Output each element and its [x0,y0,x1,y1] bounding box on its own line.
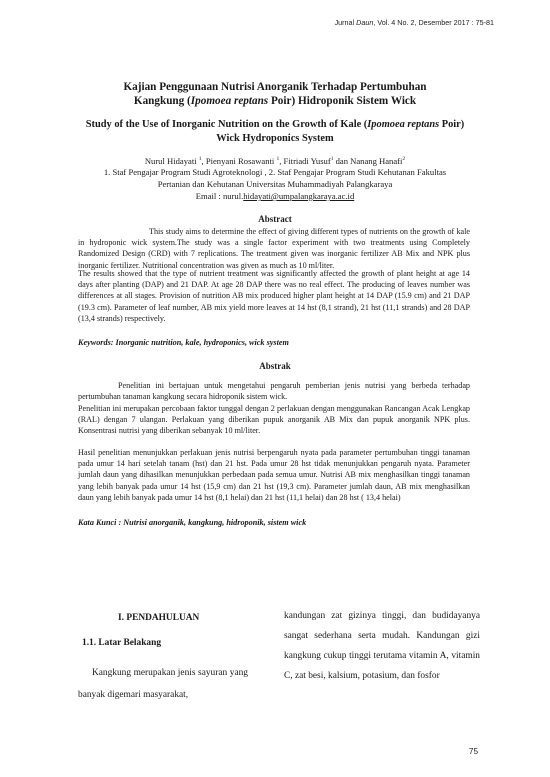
affiliation-line1: 1. Staf Pengajar Program Studi Agroteknologi , 2. Staf Pengajar Program Studi Kehutanan Fakultas [103,167,447,177]
page-number: 75 [468,747,478,756]
author-3: , Fitriadi Yusuf [279,155,331,166]
title-id-part-c: Poir) Hidroponik Sistem Wick [268,95,417,107]
title-en-species: Ipomoea reptans [367,119,440,130]
body-column-right: kandungan zat gizinya tinggi, dan budidayanya sangat sederhana serta mudah. Kandungan gizi kangkung cukup tinggi terutama vitamin A, vitamin C, zat besi, kalsium, potasium, dan fosfor [284,611,480,681]
abstrak-paragraph-3: Hasil penelitian menunjukkan perlakuan jenis nutrisi berpengaruh nyata pada parameter pertumbuhan tinggi tanaman pada umur 14 hari setelah tanam (hst) dan 21 hst. Pada umur 28 hst tidak menunjukkan pengaruh nyata. Parameter jumlah daun yang dihasilkan menunjukkan perbedaan pada semua umur. Nutrisi AB mix menghasilkan tinggi tanaman yang lebih banyak pada umur 14 hst (15,9 cm) dan 21 hst (19,3 cm). Parameter jumlah daun, AB mix menghasilkan daun yang lebih banyak pada umur 14 hst (8,1 helai) dan 21 hst (11,1 helai) dan 28 hst ( 13,4 helai) [78,448,470,502]
paper-title-english [0,118,550,146]
email-link[interactable]: hidayati@umpalangkaraya.ac.id [243,191,355,201]
abstract-heading: Abstract [258,214,292,224]
keywords: Keywords: Inorganic nutrition, kale, hydroponics, wick system [78,338,289,347]
body-column-left [78,662,248,706]
left-column-text: Kangkung merupakan jenis sayuran yang banyak digemari masyarakat, [78,668,248,700]
author-1: Nurul Hidayati [144,155,199,166]
journal-header [335,18,494,27]
title-id-species: Ipomoea reptans [190,95,269,107]
subsection-heading: 1.1. Latar Belakang [82,638,162,648]
title-en-line1 [0,118,550,132]
journal-prefix: Jurnal [334,18,357,27]
journal-name: Daun [356,18,374,27]
author-4: dan Nanang Hanafi [333,155,403,166]
title-en-part-c: Poir) [439,119,465,130]
abstrak-paragraph-2: Penelitian ini merupakan percobaan faktor tunggal dengan 2 perlakuan dengan menggunakan Rancangan Acak Lengkap (RAL) dengan 7 ulangan. Perlakuan yang diberikan pupuk anorganik AB Mix dan pupuk anorganik NPK plus. Konsentrasi nutrisi yang diberikan sebanyak 10 ml/liter. [78,404,470,436]
email-label: Email : nurul. [195,191,244,201]
abstract-paragraph-1: This study aims to determine the effect of giving different types of nutrients on the growth of kale in hydroponic wick system.The study was a single factor experiment with two treatments using Completely Randomized Design (CRD) with 7 replications. The treatment given was inorganic fertilizer AB Mix and NPK plus inorganic fertilizer. Nutritional concentration was given as much as 10 ml/liter. [78,227,470,270]
abstract-paragraph-2: The results showed that the type of nutrient treatment was significantly affected the growth of plant height at age 14 days after planting (DAP) and 21 DAP. At age 28 DAP there was no real effect. The producing of leaves number was differences at all stages. Provision of nutrition AB mix produced higher plant height at 14 DAP (15.9 cm) and 21 DAP (19.3 cm). Parameter of leaf number, AB mix yield more leaves at 14 hst (8,1 strand), 21 hst (11,1 strands) and 28 DAP (13,4 strands) respectively. [78,269,470,323]
title-id-part-a: Kangkung ( [133,95,191,107]
title-id-line2 [0,94,550,108]
author-1-affil: 1 [198,156,202,162]
author-list [0,154,550,167]
paper-title-indonesian [0,80,550,108]
affiliation-line2: Pertanian dan Kehutanan Universitas Muhammadiyah Palangkaraya [157,178,393,189]
kata-kunci: Kata Kunci : Nutrisi anorganik, kangkung, hidroponik, sistem wick [78,518,307,527]
journal-volume: , Vol. 4 No. 2, Desember 2017 : 75-81 [373,18,494,27]
author-3-affil: 1 [330,156,334,162]
title-en-line2: Wick Hydroponics System [216,133,334,144]
section-heading: I. PENDAHULUAN [118,613,200,623]
abstrak-heading: Abstrak [259,361,291,371]
title-id-line1: Kajian Penggunaan Nutrisi Anorganik Terhadap Pertumbuhan [123,81,427,93]
author-2-affil: 1 [276,156,280,162]
author-2: , Pienyani Rosawanti [201,155,277,166]
title-en-part-a: Study of the Use of Inorganic Nutrition on the Growth of Kale ( [85,119,368,130]
affiliation [0,167,550,190]
author-4-affil: 2 [402,156,406,162]
abstrak-paragraph-1: Penelitian ini bertajuan untuk mengetahui pengaruh pemberian jenis nutrisi yang berbeda terhadap pertumbuhan tanaman kangkung secara hidroponik sistem wick. [78,381,470,402]
email [0,191,550,201]
